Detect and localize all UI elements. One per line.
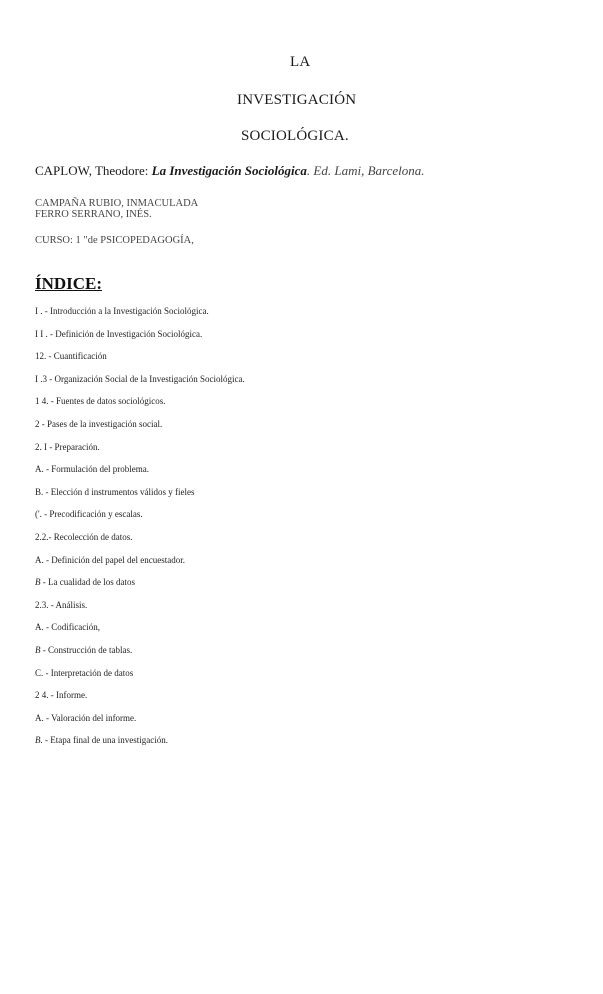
toc-item: B. - Elección d instrumentos válidos y fieles (35, 486, 195, 497)
toc-item: B. - Etapa final de una investigación. (35, 735, 168, 746)
citation-book-title: La Investigación Sociológica (151, 163, 307, 178)
toc-item: A. - Formulación del problema. (35, 464, 149, 475)
course-label: CURSO: 1 "de PSICOPEDAGOGÍA, (35, 235, 194, 246)
author-name: FERRO SERRANO, INÉS. (35, 209, 152, 220)
toc-item: B - Construcción de tablas. (35, 644, 133, 655)
author-name: CAMPAÑA RUBIO, INMACULADA (35, 198, 199, 209)
citation-publisher: . Ed. Lami, Barcelona. (306, 163, 425, 178)
toc-item: 2.3. - Análisis. (35, 599, 88, 610)
toc-item: I . - Introducción a la Investigación Sociológica. (35, 306, 209, 316)
toc-item: B - La cualidad de los datos (35, 577, 135, 588)
toc-item: A. - Valoración del informe. (35, 712, 137, 723)
title-line-3: SOCIOLÓGICA. (241, 128, 349, 144)
toc-item: I .3 - Organización Social de la Investigación Sociológica. (35, 373, 245, 384)
toc-item: 2. I - Preparación. (35, 441, 100, 452)
student-authors (35, 198, 198, 220)
toc-item: 2 4. - Informe. (35, 690, 88, 701)
toc-item: C. - Interpretación de datos (35, 667, 134, 678)
title-line-1: LA (290, 54, 311, 70)
bibliographic-citation (35, 163, 425, 179)
toc-item: 1 4. - Fuentes de datos sociológicos. (35, 396, 166, 407)
table-of-contents (35, 306, 245, 758)
index-heading: ÍNDICE: (35, 274, 103, 293)
toc-item: 2 - Pases de la investigación social. (35, 418, 163, 429)
toc-item: ('. - Precodificación y escalas. (35, 509, 143, 520)
toc-item: 2.2.- Recolección de datos. (35, 531, 133, 542)
toc-item: I I . - Definición de Investigación Sociológica. (35, 328, 203, 339)
toc-item: 12. - Cuantificación (35, 351, 107, 362)
toc-item: A. - Codificación, (35, 622, 100, 633)
toc-item: A. - Definición del papel del encuestador. (35, 554, 185, 565)
citation-author: CAPLOW, Theodore: (35, 163, 152, 178)
title-line-2: INVESTIGACIÓN (237, 92, 357, 108)
